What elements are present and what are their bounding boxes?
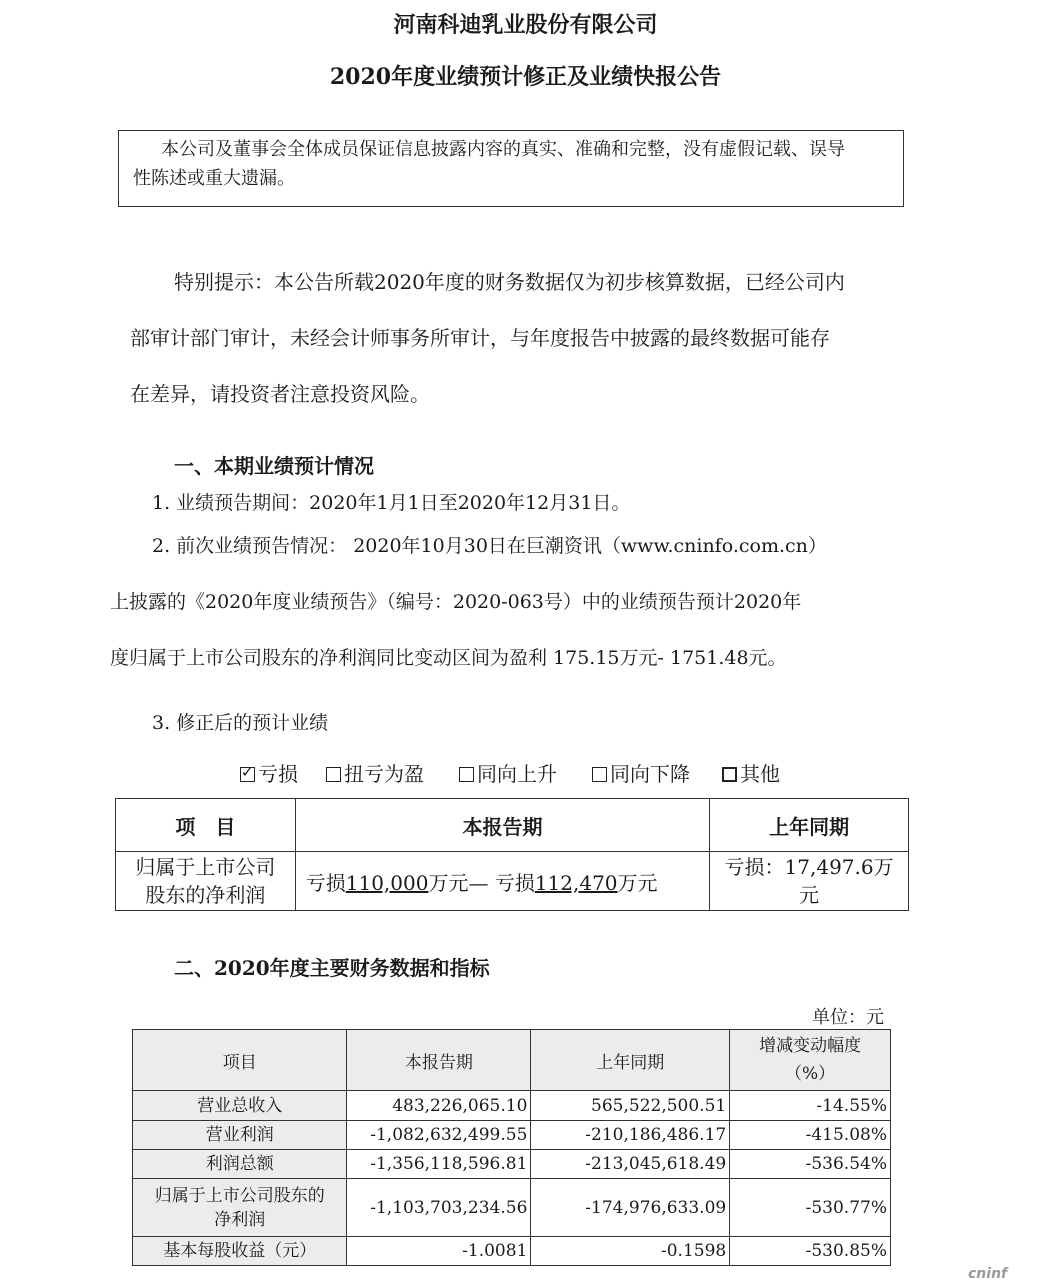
checkbox-other: 其他 bbox=[722, 758, 780, 787]
header-current-period: 本报告期 bbox=[295, 799, 709, 852]
announcement-title: 2020年度业绩预计修正及业绩快报公告 bbox=[329, 64, 722, 90]
current-value: -1,103,703,234.56 bbox=[347, 1179, 531, 1237]
header-change: 增减变动幅度 （%） bbox=[730, 1030, 891, 1091]
change-value: -415.08% bbox=[730, 1121, 891, 1150]
previous-forecast-cont-1: 上披露的《2020年度业绩预告》（编号：2020-063号）中的业绩预告预计2020年 bbox=[110, 591, 802, 613]
row-label: 归属于上市公司 股东的净利润 bbox=[116, 852, 296, 911]
prior-value: -213,045,618.49 bbox=[531, 1150, 730, 1179]
row-label: 营业利润 bbox=[133, 1121, 347, 1150]
header-prior-period: 上年同期 bbox=[531, 1030, 730, 1091]
forecast-table bbox=[115, 798, 909, 911]
row-label: 利润总额 bbox=[133, 1150, 347, 1179]
prior-value: -174,976,633.09 bbox=[531, 1179, 730, 1237]
table-row bbox=[116, 852, 909, 911]
change-value: -14.55% bbox=[730, 1091, 891, 1121]
disclaimer-line-2: 性陈述或重大遗漏。 bbox=[133, 168, 295, 189]
checkbox-decrease: 同向下降 bbox=[592, 758, 690, 787]
special-tip-line-3: 在差异，请投资者注意投资风险。 bbox=[130, 382, 430, 406]
revised-forecast-label: 3. 修正后的预计业绩 bbox=[152, 712, 329, 734]
unit-label: 单位：元 bbox=[812, 1007, 884, 1028]
checkbox-loss: ✓亏损 bbox=[240, 758, 298, 787]
table-row bbox=[133, 1150, 891, 1179]
change-value: -530.85% bbox=[730, 1237, 891, 1266]
header-current-period: 本报告期 bbox=[347, 1030, 531, 1091]
checkbox-empty-icon bbox=[722, 767, 737, 782]
table-row bbox=[133, 1237, 891, 1266]
row-label: 营业总收入 bbox=[133, 1091, 347, 1121]
header-item: 项目 bbox=[133, 1030, 347, 1091]
checkbox-increase: 同向上升 bbox=[459, 758, 557, 787]
row-label: 基本每股收益（元） bbox=[133, 1237, 347, 1266]
special-tip-line-1: 特别提示：本公告所载2020年度的财务数据仅为初步核算数据，已经公司内 bbox=[174, 270, 845, 294]
header-prior-period: 上年同期 bbox=[710, 799, 909, 852]
prior-period-value: 亏损：17,497.6万 元 bbox=[710, 852, 909, 911]
special-tip-line-2: 部审计部门审计，未经会计师事务所审计，与年度报告中披露的最终数据可能存 bbox=[130, 326, 830, 350]
current-value: 483,226,065.10 bbox=[347, 1091, 531, 1121]
cninfo-watermark: cninf bbox=[968, 1266, 1008, 1282]
prior-value: -0.1598 bbox=[531, 1237, 730, 1266]
current-value: -1,082,632,499.55 bbox=[347, 1121, 531, 1150]
table-header-row bbox=[116, 799, 909, 852]
header-item: 项 目 bbox=[116, 799, 296, 852]
change-value: -536.54% bbox=[730, 1150, 891, 1179]
section-1-heading: 一、本期业绩预计情况 bbox=[174, 454, 374, 478]
checkbox-empty-icon bbox=[326, 767, 341, 782]
disclaimer-line-1: 本公司及董事会全体成员保证信息披露内容的真实、准确和完整，没有虚假记载、误导 bbox=[161, 139, 845, 160]
current-period-value: 亏损110,000万元— 亏损112,470万元 bbox=[295, 852, 709, 911]
row-label: 归属于上市公司股东的 净利润 bbox=[133, 1179, 347, 1237]
current-value: -1,356,118,596.81 bbox=[347, 1150, 531, 1179]
previous-forecast: 2. 前次业绩预告情况： 2020年10月30日在巨潮资讯（www.cninfo.com.cn） bbox=[152, 535, 827, 557]
disclaimer-box bbox=[118, 130, 904, 207]
checkbox-turnaround: 扭亏为盈 bbox=[326, 758, 424, 787]
table-row bbox=[133, 1179, 891, 1237]
prior-value: -210,186,486.17 bbox=[531, 1121, 730, 1150]
table-row bbox=[133, 1091, 891, 1121]
checkbox-empty-icon bbox=[592, 767, 607, 782]
checkbox-checked-icon bbox=[240, 767, 255, 782]
prior-value: 565,522,500.51 bbox=[531, 1091, 730, 1121]
previous-forecast-cont-2: 度归属于上市公司股东的净利润同比变动区间为盈利 175.15万元- 1751.48元。 bbox=[110, 647, 787, 669]
table-row bbox=[133, 1121, 891, 1150]
section-2-heading: 二、2020年度主要财务数据和指标 bbox=[174, 956, 490, 980]
current-value: -1.0081 bbox=[347, 1237, 531, 1266]
change-value: -530.77% bbox=[730, 1179, 891, 1237]
forecast-period: 1. 业绩预告期间：2020年1月1日至2020年12月31日。 bbox=[152, 492, 631, 514]
company-name: 河南科迪乳业股份有限公司 bbox=[393, 12, 658, 38]
table-header-row bbox=[133, 1030, 891, 1091]
financial-data-table bbox=[132, 1029, 891, 1266]
checkbox-empty-icon bbox=[459, 767, 474, 782]
